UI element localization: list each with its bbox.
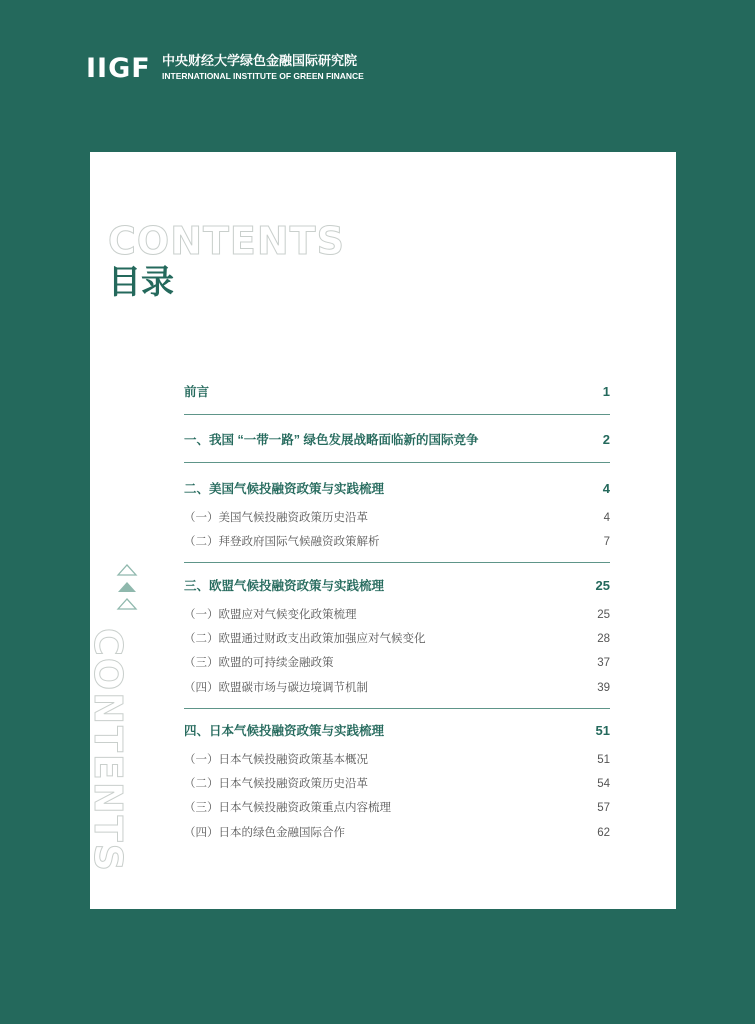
toc-entry-section-2-1[interactable] (184, 509, 610, 527)
triangle-arrows-icon (115, 563, 139, 613)
org-name-cn: 中央财经大学绿色金融国际研究院 (162, 53, 358, 68)
toc-entry-label: 三、欧盟气候投融资政策与实践梳理 (184, 579, 385, 593)
toc-entry-page: 2 (602, 432, 610, 447)
toc-entry-section-3-2[interactable] (184, 630, 610, 648)
toc-entry-section-3[interactable] (184, 577, 610, 595)
toc-entry-label: 四、日本气候投融资政策与实践梳理 (184, 724, 385, 738)
toc-entry-section-3-1[interactable] (184, 606, 610, 624)
toc-entry-page: 25 (597, 609, 610, 621)
divider (184, 708, 610, 709)
toc-entry-page: 4 (602, 481, 610, 496)
toc-entry-preface[interactable] (184, 383, 610, 401)
toc-entry-label: （三）欧盟的可持续金融政策 (184, 657, 334, 669)
toc-entry-section-4-4[interactable] (184, 824, 610, 842)
toc-entry-section-4[interactable] (184, 722, 610, 740)
toc-entry-label: 一、我国 “一带一路” 绿色发展战略面临新的国际竞争 (184, 433, 479, 447)
toc-entry-page: 37 (597, 657, 610, 669)
toc-entry-section-2[interactable] (184, 480, 610, 498)
toc-entry-page: 28 (597, 633, 610, 645)
contents-heading-cn: 目录 (108, 263, 174, 300)
toc-entry-label: （二）欧盟通过财政支出政策加强应对气候变化 (184, 633, 426, 645)
toc-entry-page: 51 (597, 754, 610, 766)
toc-entry-label: 前言 (184, 385, 210, 399)
toc-entry-section-3-3[interactable] (184, 654, 610, 672)
contents-heading-en: CONTENTS (108, 219, 345, 263)
toc-entry-page: 4 (603, 512, 610, 524)
toc-entry-label: （三）日本气候投融资政策重点内容梳理 (184, 802, 391, 814)
toc-entry-page: 1 (602, 384, 610, 399)
toc-entry-label: （一）日本气候投融资政策基本概况 (184, 754, 368, 766)
toc-entry-section-3-4[interactable] (184, 679, 610, 697)
toc-entry-page: 25 (595, 578, 610, 593)
side-contents-text: CONTENTS (86, 628, 130, 873)
toc-entry-label: （二）日本气候投融资政策历史沿革 (184, 778, 368, 790)
org-name-en: INTERNATIONAL INSTITUTE OF GREEN FINANCE (162, 71, 364, 81)
divider (184, 414, 610, 415)
toc-entry-page: 62 (597, 827, 610, 839)
toc-entry-page: 51 (595, 723, 610, 738)
toc-entry-section-4-2[interactable] (184, 775, 610, 793)
toc-entry-label: （一）美国气候投融资政策历史沿革 (184, 512, 368, 524)
iigf-logo: IIGF (86, 53, 151, 84)
toc-entry-label: （四）欧盟碳市场与碳边境调节机制 (184, 682, 368, 694)
toc-entry-label: （四）日本的绿色金融国际合作 (184, 827, 345, 839)
toc-entry-page: 39 (597, 682, 610, 694)
contents-page (86, 152, 676, 909)
toc-entry-section-1[interactable] (184, 431, 610, 449)
toc-entry-section-4-3[interactable] (184, 799, 610, 817)
divider (184, 562, 610, 563)
toc-entry-label: （二）拜登政府国际气候融资政策解析 (184, 536, 380, 548)
toc-entry-section-4-1[interactable] (184, 751, 610, 769)
toc-entry-label: （一）欧盟应对气候变化政策梳理 (184, 609, 357, 621)
toc-entry-section-2-2[interactable] (184, 533, 610, 551)
toc-entry-page: 7 (603, 536, 610, 548)
toc-entry-page: 54 (597, 778, 610, 790)
toc-entry-label: 二、美国气候投融资政策与实践梳理 (184, 482, 385, 496)
toc-entry-page: 57 (597, 802, 610, 814)
divider (184, 462, 610, 463)
